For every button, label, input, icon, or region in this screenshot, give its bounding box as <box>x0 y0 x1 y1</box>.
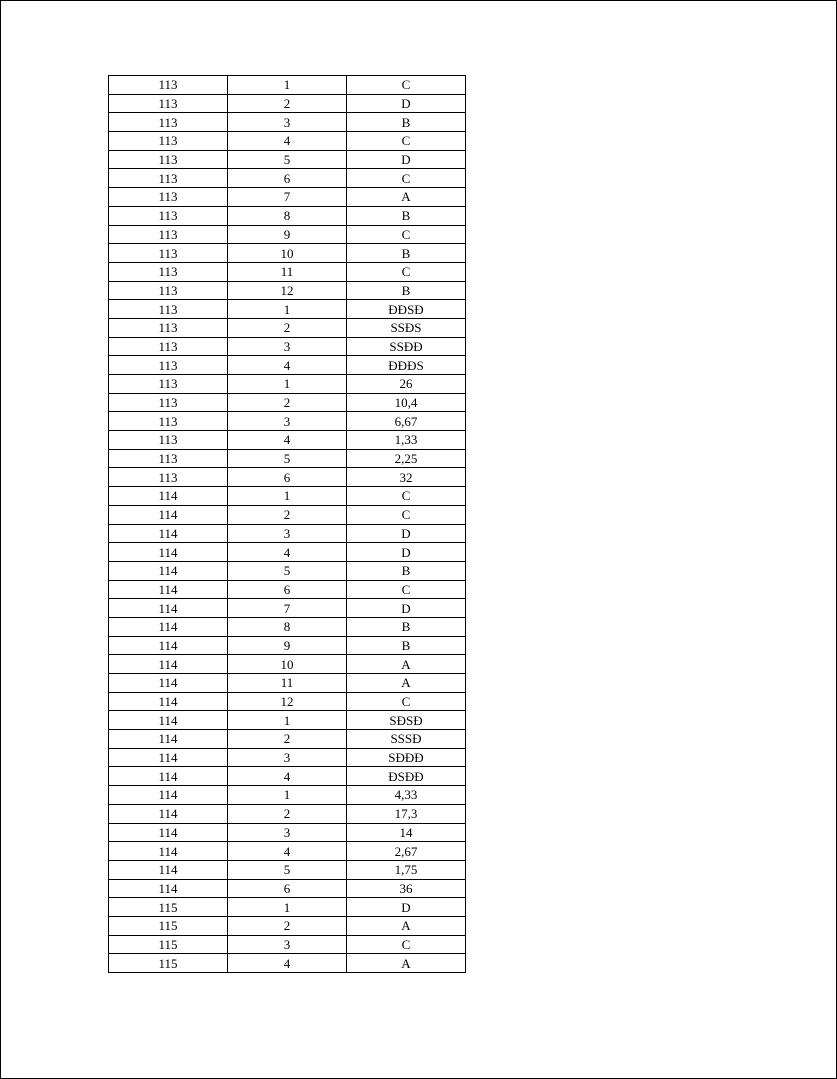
exam-code-cell: 114 <box>109 655 228 674</box>
table-row <box>109 935 466 954</box>
exam-code-cell: 113 <box>109 206 228 225</box>
answer-cell: 6,67 <box>347 412 466 431</box>
answer-cell: C <box>347 262 466 281</box>
question-number-cell: 4 <box>228 431 347 450</box>
answer-cell: A <box>347 188 466 207</box>
exam-code-cell: 114 <box>109 711 228 730</box>
table-row <box>109 636 466 655</box>
table-row <box>109 916 466 935</box>
answer-cell: 14 <box>347 823 466 842</box>
answer-cell: B <box>347 206 466 225</box>
answer-cell: C <box>347 487 466 506</box>
exam-code-cell: 113 <box>109 431 228 450</box>
exam-code-cell: 113 <box>109 132 228 151</box>
table-row <box>109 692 466 711</box>
answer-cell: B <box>347 244 466 263</box>
exam-code-cell: 113 <box>109 412 228 431</box>
question-number-cell: 2 <box>228 94 347 113</box>
table-row <box>109 860 466 879</box>
table-row <box>109 375 466 394</box>
answer-cell: C <box>347 169 466 188</box>
question-number-cell: 4 <box>228 356 347 375</box>
table-row <box>109 300 466 319</box>
answer-cell: A <box>347 674 466 693</box>
table-row <box>109 879 466 898</box>
answer-cell: 1,33 <box>347 431 466 450</box>
answer-cell: B <box>347 617 466 636</box>
table-row <box>109 318 466 337</box>
exam-code-cell: 113 <box>109 468 228 487</box>
answer-cell: D <box>347 543 466 562</box>
exam-code-cell: 114 <box>109 487 228 506</box>
question-number-cell: 1 <box>228 300 347 319</box>
exam-code-cell: 113 <box>109 188 228 207</box>
answer-cell: C <box>347 580 466 599</box>
table-row <box>109 262 466 281</box>
question-number-cell: 2 <box>228 804 347 823</box>
exam-code-cell: 113 <box>109 225 228 244</box>
table-row <box>109 132 466 151</box>
question-number-cell: 8 <box>228 617 347 636</box>
table-row <box>109 487 466 506</box>
question-number-cell: 3 <box>228 935 347 954</box>
table-row <box>109 393 466 412</box>
question-number-cell: 9 <box>228 636 347 655</box>
question-number-cell: 7 <box>228 188 347 207</box>
exam-code-cell: 114 <box>109 599 228 618</box>
question-number-cell: 4 <box>228 132 347 151</box>
answer-cell: C <box>347 692 466 711</box>
table-row <box>109 206 466 225</box>
question-number-cell: 3 <box>228 524 347 543</box>
answer-cell: SĐĐĐ <box>347 748 466 767</box>
table-row <box>109 711 466 730</box>
question-number-cell: 12 <box>228 692 347 711</box>
answer-cell: 4,33 <box>347 786 466 805</box>
answer-cell: SĐSĐ <box>347 711 466 730</box>
question-number-cell: 3 <box>228 748 347 767</box>
question-number-cell: 2 <box>228 916 347 935</box>
exam-code-cell: 113 <box>109 375 228 394</box>
question-number-cell: 3 <box>228 823 347 842</box>
exam-code-cell: 113 <box>109 337 228 356</box>
table-row <box>109 449 466 468</box>
question-number-cell: 8 <box>228 206 347 225</box>
question-number-cell: 1 <box>228 375 347 394</box>
question-number-cell: 1 <box>228 487 347 506</box>
question-number-cell: 12 <box>228 281 347 300</box>
answer-cell: B <box>347 636 466 655</box>
table-row <box>109 543 466 562</box>
exam-code-cell: 115 <box>109 916 228 935</box>
question-number-cell: 2 <box>228 730 347 749</box>
exam-code-cell: 113 <box>109 113 228 132</box>
question-number-cell: 5 <box>228 150 347 169</box>
question-number-cell: 11 <box>228 674 347 693</box>
question-number-cell: 5 <box>228 561 347 580</box>
exam-code-cell: 113 <box>109 94 228 113</box>
table-row <box>109 842 466 861</box>
exam-code-cell: 114 <box>109 823 228 842</box>
table-row <box>109 113 466 132</box>
answer-cell: D <box>347 524 466 543</box>
answer-cell: A <box>347 954 466 973</box>
exam-code-cell: 114 <box>109 804 228 823</box>
table-row <box>109 580 466 599</box>
exam-code-cell: 114 <box>109 786 228 805</box>
table-row <box>109 94 466 113</box>
table-row <box>109 188 466 207</box>
answer-cell: C <box>347 225 466 244</box>
question-number-cell: 2 <box>228 318 347 337</box>
exam-code-cell: 114 <box>109 767 228 786</box>
answer-cell: 2,67 <box>347 842 466 861</box>
table-row <box>109 561 466 580</box>
answer-cell: C <box>347 76 466 95</box>
answer-cell: B <box>347 281 466 300</box>
question-number-cell: 5 <box>228 860 347 879</box>
exam-code-cell: 114 <box>109 561 228 580</box>
exam-code-cell: 114 <box>109 692 228 711</box>
answer-cell: D <box>347 898 466 917</box>
question-number-cell: 1 <box>228 76 347 95</box>
answer-table-body <box>109 76 466 973</box>
table-row <box>109 730 466 749</box>
answer-cell: SSĐS <box>347 318 466 337</box>
answer-cell: D <box>347 150 466 169</box>
exam-code-cell: 114 <box>109 580 228 599</box>
question-number-cell: 4 <box>228 767 347 786</box>
answer-cell: 32 <box>347 468 466 487</box>
answer-cell: C <box>347 132 466 151</box>
table-row <box>109 674 466 693</box>
table-row <box>109 76 466 95</box>
question-number-cell: 2 <box>228 393 347 412</box>
table-row <box>109 786 466 805</box>
exam-code-cell: 113 <box>109 169 228 188</box>
table-row <box>109 898 466 917</box>
table-row <box>109 244 466 263</box>
exam-code-cell: 115 <box>109 898 228 917</box>
question-number-cell: 6 <box>228 169 347 188</box>
table-row <box>109 823 466 842</box>
exam-code-cell: 115 <box>109 954 228 973</box>
answer-cell: ĐSĐĐ <box>347 767 466 786</box>
table-row <box>109 412 466 431</box>
table-row <box>109 468 466 487</box>
question-number-cell: 3 <box>228 337 347 356</box>
question-number-cell: 4 <box>228 954 347 973</box>
question-number-cell: 4 <box>228 842 347 861</box>
answer-cell: A <box>347 916 466 935</box>
exam-code-cell: 114 <box>109 617 228 636</box>
table-row <box>109 655 466 674</box>
exam-code-cell: 114 <box>109 879 228 898</box>
exam-code-cell: 114 <box>109 748 228 767</box>
table-row <box>109 356 466 375</box>
table-row <box>109 748 466 767</box>
exam-code-cell: 113 <box>109 244 228 263</box>
exam-code-cell: 114 <box>109 842 228 861</box>
table-row <box>109 599 466 618</box>
answer-cell: 1,75 <box>347 860 466 879</box>
answer-cell: ĐĐSĐ <box>347 300 466 319</box>
answer-cell: 2,25 <box>347 449 466 468</box>
question-number-cell: 1 <box>228 786 347 805</box>
table-row <box>109 524 466 543</box>
exam-code-cell: 113 <box>109 281 228 300</box>
table-row <box>109 617 466 636</box>
exam-code-cell: 113 <box>109 300 228 319</box>
question-number-cell: 3 <box>228 412 347 431</box>
answer-cell: 26 <box>347 375 466 394</box>
answer-cell: D <box>347 599 466 618</box>
question-number-cell: 1 <box>228 711 347 730</box>
answer-cell: SSĐĐ <box>347 337 466 356</box>
question-number-cell: 6 <box>228 879 347 898</box>
exam-code-cell: 115 <box>109 935 228 954</box>
answer-cell: B <box>347 561 466 580</box>
table-row <box>109 954 466 973</box>
answer-cell: SSSĐ <box>347 730 466 749</box>
exam-code-cell: 113 <box>109 393 228 412</box>
answer-cell: C <box>347 505 466 524</box>
answer-cell: D <box>347 94 466 113</box>
table-row <box>109 767 466 786</box>
exam-code-cell: 114 <box>109 505 228 524</box>
exam-code-cell: 114 <box>109 730 228 749</box>
question-number-cell: 2 <box>228 505 347 524</box>
table-row <box>109 505 466 524</box>
exam-code-cell: 113 <box>109 262 228 281</box>
exam-code-cell: 113 <box>109 150 228 169</box>
answer-cell: 36 <box>347 879 466 898</box>
table-row <box>109 804 466 823</box>
question-number-cell: 9 <box>228 225 347 244</box>
question-number-cell: 10 <box>228 655 347 674</box>
answer-cell: A <box>347 655 466 674</box>
table-row <box>109 169 466 188</box>
answer-table <box>108 75 466 973</box>
question-number-cell: 3 <box>228 113 347 132</box>
answer-cell: 17,3 <box>347 804 466 823</box>
question-number-cell: 11 <box>228 262 347 281</box>
exam-code-cell: 114 <box>109 636 228 655</box>
exam-code-cell: 114 <box>109 674 228 693</box>
exam-code-cell: 113 <box>109 318 228 337</box>
table-row <box>109 281 466 300</box>
answer-cell: B <box>347 113 466 132</box>
exam-code-cell: 114 <box>109 524 228 543</box>
table-row <box>109 225 466 244</box>
table-row <box>109 431 466 450</box>
answer-cell: 10,4 <box>347 393 466 412</box>
question-number-cell: 6 <box>228 580 347 599</box>
exam-code-cell: 114 <box>109 860 228 879</box>
exam-code-cell: 114 <box>109 543 228 562</box>
question-number-cell: 10 <box>228 244 347 263</box>
exam-code-cell: 113 <box>109 356 228 375</box>
question-number-cell: 7 <box>228 599 347 618</box>
question-number-cell: 5 <box>228 449 347 468</box>
question-number-cell: 6 <box>228 468 347 487</box>
question-number-cell: 1 <box>228 898 347 917</box>
answer-cell: C <box>347 935 466 954</box>
exam-code-cell: 113 <box>109 76 228 95</box>
table-row <box>109 337 466 356</box>
answer-cell: ĐĐĐS <box>347 356 466 375</box>
question-number-cell: 4 <box>228 543 347 562</box>
exam-code-cell: 113 <box>109 449 228 468</box>
table-row <box>109 150 466 169</box>
